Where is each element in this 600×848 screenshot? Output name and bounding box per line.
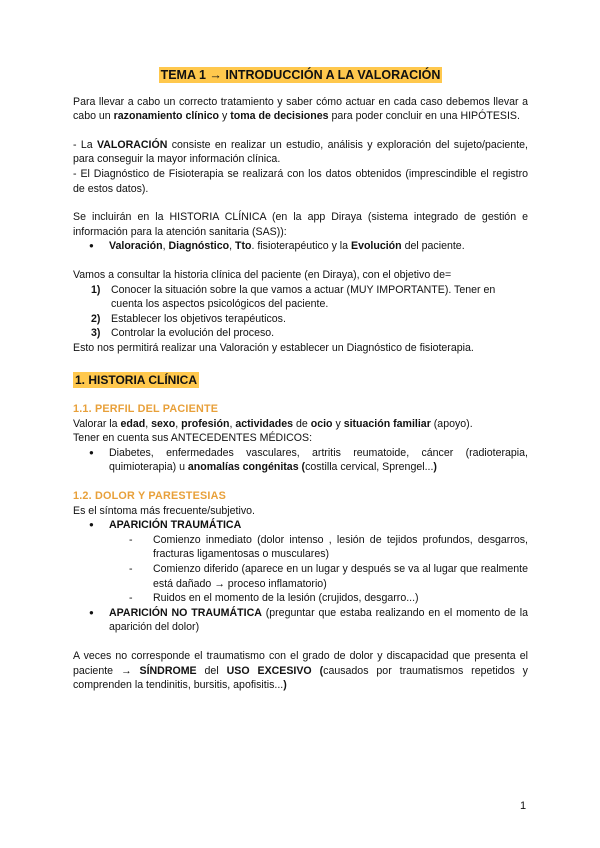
list-item: ● APARICIÓN NO TRAUMÁTICA (preguntar que estaba realizando en el momento de la aparición del dolor)	[89, 606, 528, 635]
subheading-perfil: 1.1. PERFIL DEL PACIENTE	[73, 403, 219, 416]
objetivo-numbered-list	[73, 283, 528, 341]
list-item: ● Valoración, Diagnóstico, Tto. fisioterapéutico y la Evolución del paciente.	[89, 239, 528, 254]
dolor-intro: Es el síntoma más frecuente/subjetivo.	[73, 504, 255, 517]
title-highlight: TEMA 1 → INTRODUCCIÓN A LA VALORACIÓN	[160, 68, 441, 82]
objetivo-paragraph: Vamos a consultar la historia clínica del paciente (en Diraya), con el objetivo de=	[73, 268, 452, 281]
list-item: 1) Conocer la situación sobre la que vamos a actuar (MUY IMPORTANTE). Tener en cuenta los aspectos psicológicos del paciente.	[91, 283, 496, 311]
document-page	[73, 68, 528, 693]
objetivo-closing: Esto nos permitirá realizar una Valoración y establecer un Diagnóstico de fisioterapia.	[73, 341, 474, 354]
list-item: ● Diabetes, enfermedades vasculares, artritis reumatoide, cáncer (radioterapia, quimioterapia) u anomalías congénitas (costilla cervical, Sprengel...)	[89, 446, 528, 475]
dolor-list	[73, 518, 528, 533]
list-item: - Ruidos en el momento de la lesión (crujidos, desgarro...)	[129, 591, 528, 606]
page-number: 1	[520, 800, 527, 812]
perfil-paragraph: Valorar la edad, sexo, profesión, actividades de ocio y situación familiar (apoyo).	[73, 417, 473, 430]
section-heading-historia: 1. HISTORIA CLÍNICA	[75, 372, 198, 387]
list-item: ● APARICIÓN TRAUMÁTICA	[89, 518, 528, 533]
historia-bullet-list	[73, 239, 528, 254]
historia-intro-paragraph: Se incluirán en la HISTORIA CLÍNICA (en la app Diraya (sistema integrado de gestión e información para la atención sanitaria (SAS)):	[73, 211, 528, 238]
list-item: 3) Controlar la evolución del proceso.	[91, 327, 275, 340]
list-item: - Comienzo inmediato (dolor intenso , lesión de tejidos profundos, desgarros, fracturas ligamentosas o musculares)	[129, 533, 528, 562]
subheading-dolor: 1.2. DOLOR Y PARESTESIAS	[73, 490, 226, 503]
dolor-list-2	[73, 606, 528, 635]
antecedentes-list	[73, 446, 528, 475]
list-item: - Comienzo diferido (aparece en un lugar y después se va al lugar que realmente está dañado → proceso inflamatorio)	[129, 562, 528, 591]
diagnostico-paragraph: - El Diagnóstico de Fisioterapia se realizará con los datos obtenidos (imprescindible el registro de estos datos).	[73, 167, 528, 195]
sindrome-paragraph: A veces no corresponde el traumatismo con el grado de dolor y discapacidad que presenta el paciente → SÍNDROME del USO EXCESIVO (causados por traumatismos repetidos y comprenden la tendinitis, bursitis, apofisitis...)	[73, 650, 528, 692]
list-item: 2) Establecer los objetivos terapéuticos.	[91, 312, 286, 325]
valoracion-paragraph: - La VALORACIÓN consiste en realizar un estudio, análisis y exploración del sujeto/paciente, para conseguir la mayor información clínica.	[73, 138, 528, 166]
intro-paragraph: Para llevar a cabo un correcto tratamiento y saber cómo actuar en cada caso debemos llevar a cabo un razonamiento clínico y toma de decisiones para poder concluir en una HIPÓTESIS.	[73, 95, 528, 123]
traumatica-sublist	[73, 533, 528, 606]
antecedentes-label: Tener en cuenta sus ANTECEDENTES MÉDICOS:	[73, 432, 313, 445]
page-title	[73, 68, 528, 83]
